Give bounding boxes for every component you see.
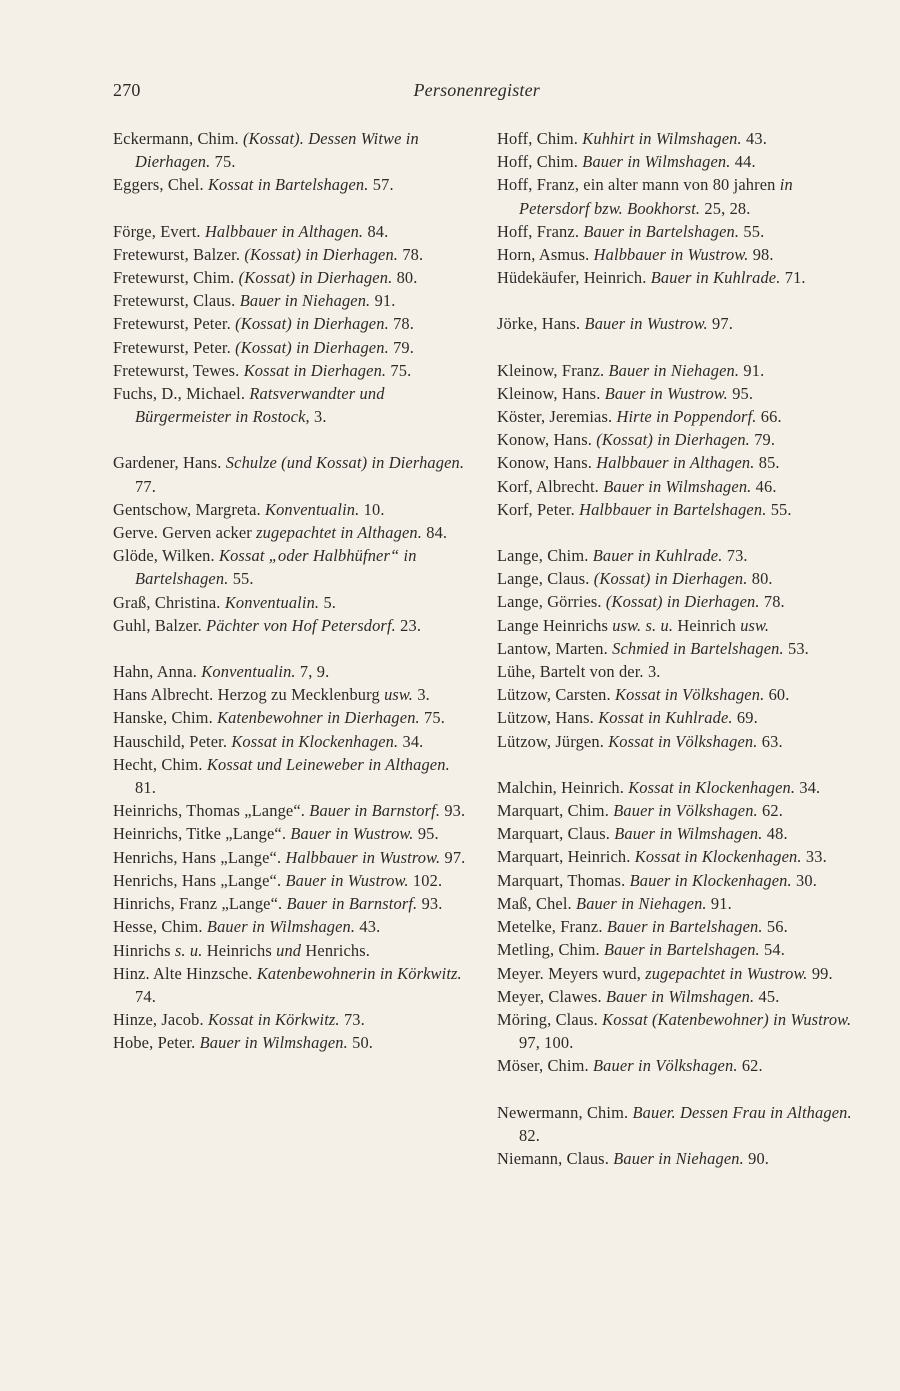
entry-name: Hoff, Franz. — [497, 221, 580, 241]
entry-name: Henrichs, Hans „Lange“. — [113, 870, 282, 890]
entry-description: Halbbauer in Althagen. — [596, 453, 755, 473]
index-entry — [113, 822, 471, 845]
entry-description: Bauer in Niehagen. — [576, 893, 707, 913]
entry-description: (Kossat). Dessen Witwe in Dierhagen. — [135, 129, 419, 172]
index-entry — [113, 799, 471, 822]
letter-group-gap — [497, 289, 859, 312]
entry-description: in Petersdorf bzw. Bookhorst. — [519, 175, 793, 218]
entry-page-ref: Heinrichs — [206, 940, 272, 960]
entry-page-ref: 98. — [752, 245, 774, 265]
index-column-left — [113, 127, 471, 1055]
entry-page-ref: 102. — [412, 870, 443, 890]
entry-name: Kleinow, Franz. — [497, 360, 605, 380]
entry-description: Konventualin. — [224, 592, 320, 612]
index-entry — [497, 567, 859, 590]
entry-name: Hoff, Franz, ein alter mann von 80 jahren — [497, 175, 776, 195]
entry-name: Fuchs, D., Michael. — [113, 384, 246, 404]
entry-description: Bauer in Wustrow. — [285, 870, 409, 890]
entry-description: (Kossat) in Dierhagen. — [605, 592, 760, 612]
entry-description: Bauer in Wilmshagen. — [582, 152, 731, 172]
entry-name: Fretewurst, Chim. — [113, 268, 235, 288]
entry-description: Hirte in Poppendorf. — [616, 407, 757, 427]
entry-name: Heinrichs, Titke „Lange“. — [113, 824, 287, 844]
entry-description: Kossat in Kuhlrade. — [598, 708, 733, 728]
entry-description: Kossat in Klockenhagen. — [634, 847, 802, 867]
entry-name: Meyer, Clawes. — [497, 986, 602, 1006]
entry-description: Kossat (Katenbewohner) in Wustrow. — [602, 1009, 852, 1029]
entry-page-ref: 99. — [811, 963, 833, 983]
entry-page-ref: 3. — [417, 685, 430, 705]
entry-page-ref: 55. — [232, 569, 254, 589]
entry-description: Halbbauer in Wustrow. — [285, 847, 441, 867]
entry-description: Bauer in Wilmshagen. — [614, 824, 763, 844]
entry-page-ref: 56. — [766, 917, 788, 937]
entry-description: usw. — [384, 685, 414, 705]
index-entry — [113, 614, 471, 637]
entry-description: Bauer in Kuhlrade. — [592, 546, 723, 566]
index-entry — [497, 683, 859, 706]
entry-name: Lange, Chim. — [497, 546, 589, 566]
entry-description: Bauer in Niehagen. — [613, 1148, 744, 1168]
entry-description: zugepachtet in Wustrow. — [645, 963, 808, 983]
entry-description: (Kossat) in Dierhagen. — [596, 430, 750, 450]
index-entry — [497, 869, 859, 892]
index-entry — [113, 753, 471, 799]
entry-name: Maß, Chel. — [497, 893, 572, 913]
index-entry — [113, 289, 471, 312]
entry-description: Bauer. Dessen Frau in Althagen. — [632, 1102, 852, 1122]
entry-name: Lützow, Jürgen. — [497, 731, 604, 751]
entry-page-ref: 46. — [755, 476, 777, 496]
entry-name: Hoff, Chim. — [497, 152, 579, 172]
entry-name: Graß, Christina. — [113, 592, 221, 612]
entry-name: Henrichs, Hans „Lange“. — [113, 847, 282, 867]
entry-description: Bauer in Bartelshagen. — [583, 221, 740, 241]
index-entry — [113, 939, 471, 962]
entry-description: (Kossat) in Dierhagen. — [244, 244, 399, 264]
entry-page-ref: 34. — [799, 777, 821, 797]
entry-page-ref: 93. — [444, 801, 466, 821]
entry-description: Konventualin. — [265, 499, 360, 519]
entry-name: Guhl, Balzer. — [113, 615, 202, 635]
entry-page-ref: 97, 100. — [519, 1033, 574, 1053]
letter-group-gap — [113, 637, 471, 660]
entry-page-ref: 33. — [805, 847, 827, 867]
entry-description: Pächter von Hof Petersdorf. — [206, 615, 396, 635]
letter-group-gap — [497, 1078, 859, 1101]
index-entry — [113, 451, 471, 497]
entry-name: Lützow, Carsten. — [497, 685, 611, 705]
entry-description: Bauer in Klockenhagen. — [629, 870, 792, 890]
entry-description: Bauer in Wustrow. — [604, 383, 728, 403]
entry-page-ref: 55. — [743, 221, 765, 241]
index-entry — [113, 220, 471, 243]
entry-name: Heinrichs, Thomas „Lange“. — [113, 801, 306, 821]
letter-group-gap — [497, 521, 859, 544]
entry-name: Gardener, Hans. — [113, 453, 222, 473]
entry-page-ref: 7, 9. — [299, 662, 330, 682]
entry-name: Eckermann, Chim. — [113, 129, 239, 148]
entry-description: Bauer in Wustrow. — [584, 314, 708, 334]
index-entry — [497, 544, 859, 567]
entry-page-ref: 63. — [761, 731, 783, 751]
index-entry — [113, 127, 471, 173]
entry-name: Möring, Claus. — [497, 1009, 598, 1029]
entry-name: Fretewurst, Peter. — [113, 314, 231, 334]
entry-name: Metelke, Franz. — [497, 917, 603, 937]
entry-description: (Kossat) in Dierhagen. — [235, 314, 389, 334]
entry-page-ref: 97. — [444, 847, 466, 867]
index-entry — [497, 799, 859, 822]
entry-page-ref: 57. — [372, 175, 394, 195]
entry-page-ref: 3. — [314, 407, 327, 427]
entry-name: Glöde, Wilken. — [113, 546, 215, 566]
entry-page-ref: 44. — [734, 152, 756, 172]
entry-description: Kossat in Klockenhagen. — [231, 731, 399, 751]
entry-name: Konow, Hans. — [497, 453, 592, 473]
index-entry — [113, 312, 471, 335]
entry-name: Hecht, Chim. — [113, 754, 203, 774]
index-entry — [497, 498, 859, 521]
entry-name: Gentschow, Margreta. — [113, 499, 261, 519]
entry-description: Katenbewohner in Dierhagen. — [217, 708, 420, 728]
index-entry — [113, 521, 471, 544]
index-entry — [497, 915, 859, 938]
entry-name: Jörke, Hans. — [497, 314, 581, 334]
index-entry — [497, 776, 859, 799]
entry-page-ref: 84. — [426, 523, 448, 543]
entry-page-ref: 95. — [732, 383, 754, 403]
entry-page-ref: 91. — [710, 893, 732, 913]
entry-name: Malchin, Heinrich. — [497, 777, 624, 797]
entry-page-ref: 80. — [396, 268, 418, 288]
index-column-right — [497, 127, 859, 1170]
entry-description: (Kossat) in Dierhagen. — [593, 569, 748, 589]
index-entry — [497, 730, 859, 753]
entry-description: Halbbauer in Althagen. — [204, 221, 364, 241]
index-entry — [497, 475, 859, 498]
entry-name: Lange Heinrichs — [497, 615, 609, 635]
entry-name: Eggers, Chel. — [113, 175, 204, 195]
letter-group-gap — [497, 336, 859, 359]
entry-page-ref: Heinrich — [677, 615, 736, 635]
entry-page-ref: 73. — [343, 1010, 365, 1030]
index-entry — [113, 915, 471, 938]
entry-name: Hans Albrecht. Herzog zu Mecklenburg — [113, 685, 380, 705]
entry-description: Schmied in Bartelshagen. — [612, 638, 784, 658]
entry-name: Hinze, Jacob. — [113, 1010, 204, 1030]
index-entry — [497, 660, 859, 683]
entry-page-ref: 34. — [402, 731, 424, 751]
entry-description: und — [276, 940, 302, 960]
entry-page-ref: 91. — [743, 360, 765, 380]
index-entry — [113, 1008, 471, 1031]
entry-name: Lützow, Hans. — [497, 708, 594, 728]
index-entry — [113, 846, 471, 869]
entry-name: Hobe, Peter. — [113, 1033, 196, 1053]
index-entry — [113, 544, 471, 590]
entry-name: Meyer. Meyers wurd, — [497, 963, 641, 983]
entry-description: Bauer in Völkshagen. — [593, 1056, 738, 1076]
entry-page-ref: Henrichs. — [305, 940, 371, 960]
entry-page-ref: 79. — [754, 430, 776, 450]
entry-page-ref: 10. — [363, 499, 385, 519]
index-entry — [113, 243, 471, 266]
running-title: Personenregister — [413, 80, 540, 100]
letter-group-gap — [113, 428, 471, 451]
index-entry — [497, 892, 859, 915]
entry-name: Hoff, Chim. — [497, 129, 579, 148]
entry-page-ref: 5. — [323, 592, 337, 612]
entry-name: Konow, Hans. — [497, 430, 592, 450]
entry-name: Marquart, Heinrich. — [497, 847, 631, 867]
entry-name: Hahn, Anna. — [113, 662, 198, 682]
index-entry — [497, 1101, 859, 1147]
entry-page-ref: 84. — [367, 221, 389, 241]
entry-name: Fretewurst, Peter. — [113, 337, 231, 357]
index-entry — [113, 173, 471, 196]
index-entry — [113, 892, 471, 915]
letter-group-gap — [113, 197, 471, 220]
page-header — [113, 80, 540, 101]
entry-page-ref: 69. — [736, 708, 758, 728]
entry-description: Bauer in Barnstorf. — [286, 894, 418, 914]
entry-name: Fretewurst, Tewes. — [113, 360, 240, 380]
entry-name: Metling, Chim. — [497, 940, 600, 960]
entry-description: Konventualin. — [201, 662, 296, 682]
entry-name: Marquart, Thomas. — [497, 870, 626, 890]
entry-description: Kossat und Leineweber in Althagen. — [206, 754, 450, 774]
index-entry — [113, 591, 471, 614]
index-entry — [497, 1008, 859, 1054]
entry-page-ref: 48. — [766, 824, 788, 844]
index-entry — [497, 173, 859, 219]
entry-page-ref: 73. — [726, 546, 748, 566]
index-entry — [113, 266, 471, 289]
entry-description: Kossat in Körkwitz. — [207, 1010, 340, 1030]
index-entry — [497, 382, 859, 405]
entry-page-ref: 80. — [751, 569, 773, 589]
index-entry — [497, 266, 859, 289]
index-entry — [113, 730, 471, 753]
entry-page-ref: 75. — [424, 708, 445, 728]
index-entry — [113, 336, 471, 359]
index-entry — [113, 1031, 471, 1054]
index-entry — [113, 660, 471, 683]
entry-name: Hüdekäufer, Heinrich. — [497, 268, 647, 288]
entry-page-ref: 55. — [770, 499, 792, 519]
entry-name: Köster, Jeremias. — [497, 407, 613, 427]
entry-description: Bauer in Bartelshagen. — [603, 940, 760, 960]
page-number: 270 — [113, 80, 141, 100]
entry-page-ref: 45. — [758, 986, 780, 1006]
entry-description: Kossat in Klockenhagen. — [628, 777, 796, 797]
entry-description: Bauer in Barnstorf. — [309, 801, 441, 821]
entry-page-ref: 78. — [763, 592, 785, 612]
entry-page-ref: 78. — [402, 244, 424, 264]
entry-description: Halbbauer in Wustrow. — [593, 245, 749, 265]
entry-description: Kuhhirt in Wilmshagen. — [582, 129, 742, 148]
entry-description: Kossat in Dierhagen. — [243, 360, 387, 380]
entry-name: Hesse, Chim. — [113, 917, 203, 937]
entry-name: Niemann, Claus. — [497, 1148, 609, 1168]
entry-description: Katenbewohnerin in Körkwitz. — [256, 963, 462, 983]
entry-page-ref: 62. — [762, 801, 783, 821]
entry-page-ref: 90. — [748, 1148, 770, 1168]
entry-description: (Kossat) in Dierhagen. — [238, 268, 393, 288]
entry-description: Bauer in Wustrow. — [290, 824, 414, 844]
entry-description: s. u. — [174, 940, 203, 960]
entry-description: Kossat in Völkshagen. — [608, 731, 758, 751]
entry-page-ref: 66. — [760, 407, 782, 427]
entry-name: Hanske, Chim. — [113, 708, 213, 728]
entry-name: Möser, Chim. — [497, 1056, 589, 1076]
entry-page-ref: 77. — [135, 476, 156, 496]
entry-description: zugepachtet in Althagen. — [256, 523, 422, 543]
index-entry — [113, 359, 471, 382]
index-entry — [113, 706, 471, 729]
entry-name: Gerve. Gerven acker — [113, 523, 252, 543]
index-entry — [497, 590, 859, 613]
entry-page-ref: 93. — [421, 894, 443, 914]
entry-description: Bauer in Wilmshagen. — [206, 917, 356, 937]
index-entry — [497, 243, 859, 266]
index-entry — [113, 683, 471, 706]
entry-page-ref: 23. — [400, 615, 422, 635]
entry-name: Lühe, Bartelt von der. — [497, 662, 644, 682]
index-entry — [497, 938, 859, 961]
index-entry — [497, 220, 859, 243]
entry-page-ref: 50. — [352, 1033, 374, 1053]
entry-name: Hinz. Alte Hinzsche. — [113, 963, 253, 983]
entry-page-ref: 60. — [768, 685, 790, 705]
entry-page-ref: 74. — [135, 986, 156, 1006]
entry-page-ref: 30. — [796, 870, 817, 890]
entry-description: Schulze (und Kossat) in Dierhagen. — [225, 453, 465, 473]
entry-description: Halbbauer in Bartelshagen. — [579, 499, 767, 519]
entry-name: Korf, Albrecht. — [497, 476, 599, 496]
entry-page-ref: 95. — [417, 824, 439, 844]
entry-name: Kleinow, Hans. — [497, 383, 601, 403]
entry-description: Bauer in Wilmshagen. — [606, 986, 755, 1006]
index-entry — [497, 451, 859, 474]
index-entry — [497, 150, 859, 173]
entry-name: Hauschild, Peter. — [113, 731, 228, 751]
entry-description: Bauer in Bartelshagen. — [606, 917, 763, 937]
letter-group-gap — [497, 753, 859, 776]
entry-page-ref: 53. — [787, 638, 809, 658]
entry-name: Marquart, Chim. — [497, 801, 609, 821]
entry-description: (Kossat) in Dierhagen. — [235, 337, 389, 357]
entry-name: Fretewurst, Balzer. — [113, 244, 241, 264]
entry-name: Förge, Evert. — [113, 221, 201, 241]
index-entry — [497, 127, 859, 150]
entry-name: Fretewurst, Claus. — [113, 291, 236, 311]
index-entry — [497, 845, 859, 868]
entry-page-ref: 81. — [135, 778, 156, 798]
entry-page-ref: 54. — [764, 940, 785, 960]
index-entry — [497, 405, 859, 428]
entry-description: usw. s. u. — [612, 615, 674, 635]
index-entry — [497, 428, 859, 451]
entry-page-ref: 43. — [746, 129, 767, 148]
entry-description: Bauer in Wilmshagen. — [603, 476, 752, 496]
entry-name: Hinrichs, Franz „Lange“. — [113, 894, 283, 914]
index-entry — [497, 312, 859, 335]
index-entry — [113, 498, 471, 521]
entry-description: Ratsverwandter und Bürgermeister in Rostock, — [135, 384, 385, 427]
entry-page-ref: 97. — [712, 314, 733, 334]
index-entry — [497, 822, 859, 845]
entry-page-ref: 71. — [784, 268, 806, 288]
index-entry — [497, 985, 859, 1008]
entry-page-ref: 82. — [519, 1125, 540, 1145]
index-entry — [497, 614, 859, 637]
index-entry — [113, 382, 471, 428]
entry-description: usw. — [740, 615, 770, 635]
entry-page-ref: 25, 28. — [704, 198, 751, 218]
index-entry — [497, 706, 859, 729]
entry-name: Lantow, Marten. — [497, 638, 608, 658]
entry-name: Lange, Claus. — [497, 569, 590, 589]
entry-description: Kossat in Bartelshagen. — [207, 175, 369, 195]
entry-description: Bauer in Kuhlrade. — [650, 268, 781, 288]
entry-description: Bauer in Wilmshagen. — [199, 1033, 348, 1053]
entry-name: Marquart, Claus. — [497, 824, 611, 844]
entry-description: Bauer in Niehagen. — [239, 291, 371, 311]
index-entry — [497, 637, 859, 660]
index-entry — [497, 1054, 859, 1077]
index-entry — [497, 962, 859, 985]
entry-name: Korf, Peter. — [497, 499, 575, 519]
entry-name: Hinrichs — [113, 940, 171, 960]
index-entry — [497, 1147, 859, 1170]
entry-description: Bauer in Niehagen. — [608, 360, 740, 380]
index-entry — [497, 359, 859, 382]
entry-page-ref: 75. — [214, 152, 236, 172]
entry-description: Bauer in Völkshagen. — [613, 801, 758, 821]
entry-page-ref: 78. — [393, 314, 415, 334]
entry-description: Kossat in Völkshagen. — [615, 685, 765, 705]
index-entry — [113, 869, 471, 892]
index-entry — [113, 962, 471, 1008]
entry-page-ref: 75. — [390, 360, 412, 380]
entry-page-ref: 79. — [393, 337, 415, 357]
entry-page-ref: 43. — [359, 917, 381, 937]
entry-page-ref: 3. — [647, 662, 661, 682]
entry-page-ref: 91. — [374, 291, 396, 311]
entry-page-ref: 62. — [741, 1056, 763, 1076]
entry-name: Lange, Görries. — [497, 592, 602, 612]
entry-page-ref: 85. — [758, 453, 780, 473]
entry-name: Horn, Asmus. — [497, 245, 590, 265]
entry-name: Newermann, Chim. — [497, 1102, 629, 1122]
entry-description: Kossat „oder Halbhüfner“ in Bartelshagen. — [135, 546, 417, 589]
